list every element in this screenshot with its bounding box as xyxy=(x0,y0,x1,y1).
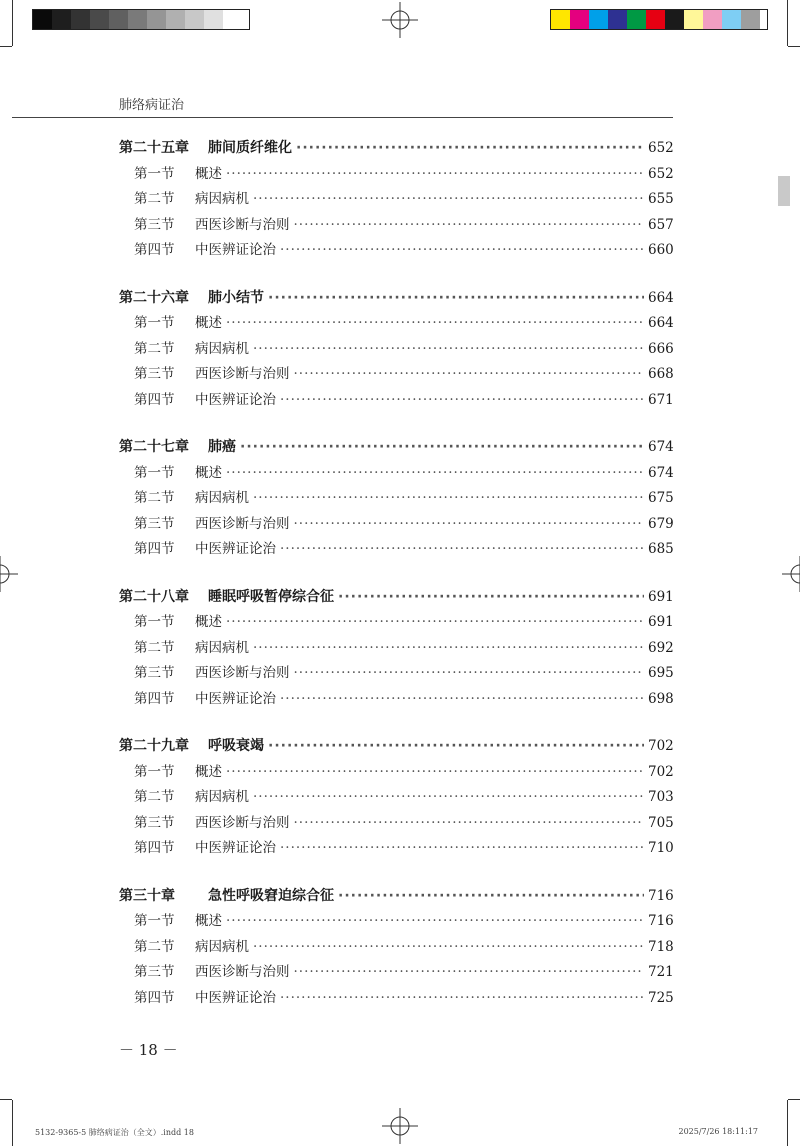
registration-mark-left xyxy=(0,556,18,592)
grayscale-calibration-bar xyxy=(32,9,250,30)
toc-section-entry xyxy=(119,388,672,414)
toc-section-entry-title: 中医辨证论治 xyxy=(195,840,276,856)
calibration-swatch xyxy=(589,10,608,29)
toc-section-entry-number: 第三节 xyxy=(134,216,175,233)
dot-leader xyxy=(338,884,644,910)
toc-section-entry-title: 西医诊断与治则 xyxy=(195,216,290,233)
toc-chapter-block xyxy=(119,435,672,563)
toc-chapter-entry xyxy=(119,286,672,312)
dot-leader xyxy=(253,187,644,213)
toc-section-entry-title: 概述 xyxy=(195,913,222,929)
calibration-swatch xyxy=(551,10,570,29)
toc-section-entry xyxy=(119,213,672,239)
toc-section-entry-page: 698 xyxy=(648,690,674,707)
toc-chapter-entry-page: 691 xyxy=(648,588,674,605)
registration-mark-right xyxy=(782,556,800,592)
toc-section-entry-title: 西医诊断与治则 xyxy=(195,665,290,681)
toc-chapter-entry-number: 第二十五章 xyxy=(119,140,189,156)
crop-mark-bottom-right-h xyxy=(788,1099,800,1100)
calibration-swatch xyxy=(128,10,147,29)
toc-section-entry xyxy=(119,512,672,538)
toc-section-entry-title: 概述 xyxy=(195,614,222,630)
crop-mark-top-left-h xyxy=(0,46,12,47)
toc-section-entry xyxy=(119,661,672,687)
dot-leader xyxy=(294,512,645,538)
toc-section-entry-number: 第一节 xyxy=(134,913,175,929)
toc-chapter-entry-number: 第二十七章 xyxy=(119,439,189,455)
dot-leader xyxy=(294,213,645,239)
dot-leader xyxy=(280,687,644,713)
crop-mark-bottom-right-v xyxy=(787,1100,788,1146)
toc-chapter-entry xyxy=(119,585,672,611)
toc-section-entry xyxy=(119,909,672,935)
calibration-swatch xyxy=(185,10,204,29)
toc-section-entry-title: 中医辨证论治 xyxy=(195,242,276,258)
page-number: － 18 － xyxy=(119,1041,178,1059)
toc-section-entry xyxy=(119,687,672,713)
running-head: 肺络病证治 xyxy=(119,98,185,113)
toc-section-entry-number: 第三节 xyxy=(134,665,175,681)
calibration-swatch xyxy=(722,10,741,29)
toc-section-entry-number: 第一节 xyxy=(134,614,175,630)
crop-mark-top-left-v xyxy=(12,0,13,46)
toc-chapter-entry-page: 664 xyxy=(648,289,674,306)
toc-section-entry-page: 666 xyxy=(648,340,674,357)
toc-section-entry-title: 病因病机 xyxy=(195,789,249,805)
calibration-swatch xyxy=(166,10,185,29)
toc-section-entry-page: 675 xyxy=(648,490,674,506)
toc-chapter-block xyxy=(119,136,672,264)
calibration-swatch xyxy=(608,10,627,29)
toc-chapter-entry xyxy=(119,734,672,760)
calibration-swatch xyxy=(204,10,223,29)
toc-section-entry-page: 655 xyxy=(648,191,674,207)
crop-mark-top-right-v xyxy=(787,0,788,46)
toc-section-entry xyxy=(119,836,672,862)
dot-leader xyxy=(253,486,644,512)
toc-section-entry-number: 第三节 xyxy=(134,366,175,382)
toc-section-entry-number: 第一节 xyxy=(134,165,175,182)
dot-leader xyxy=(280,836,644,862)
dot-leader xyxy=(294,362,645,388)
toc-section-entry xyxy=(119,486,672,512)
toc-section-entry-title: 中医辨证论治 xyxy=(195,690,276,707)
toc-section-entry-title: 病因病机 xyxy=(195,340,249,357)
toc-section-entry-number: 第一节 xyxy=(134,464,175,481)
calibration-swatch xyxy=(665,10,684,29)
registration-mark-bottom xyxy=(382,1108,418,1144)
toc-section-entry-page: 657 xyxy=(648,216,674,233)
toc-section-entry-number: 第三节 xyxy=(134,814,175,831)
calibration-swatch xyxy=(109,10,128,29)
toc-section-entry xyxy=(119,337,672,363)
calibration-swatch xyxy=(570,10,589,29)
toc-chapter-block xyxy=(119,585,672,713)
toc-chapter-entry-page: 702 xyxy=(648,738,674,754)
toc-section-entry xyxy=(119,537,672,563)
toc-section-entry-number: 第四节 xyxy=(134,840,175,856)
toc-section-entry-page: 702 xyxy=(648,763,674,780)
toc-section-entry-page: 692 xyxy=(648,639,674,656)
dot-leader xyxy=(226,909,644,935)
toc-section-entry-number: 第二节 xyxy=(134,789,175,805)
toc-section-entry xyxy=(119,960,672,986)
toc-section-entry-title: 病因病机 xyxy=(195,639,249,656)
calibration-swatch xyxy=(52,10,71,29)
calibration-swatch xyxy=(627,10,646,29)
toc-chapter-entry-page: 716 xyxy=(648,887,674,904)
toc-section-entry-number: 第二节 xyxy=(134,938,175,955)
calibration-swatch xyxy=(646,10,665,29)
calibration-swatch xyxy=(703,10,722,29)
dot-leader xyxy=(253,636,644,662)
dot-leader xyxy=(226,760,644,786)
toc-chapter-entry xyxy=(119,884,672,910)
toc-section-entry-title: 概述 xyxy=(195,165,222,182)
dot-leader xyxy=(268,734,644,760)
toc-section-entry-title: 西医诊断与治则 xyxy=(195,964,290,980)
toc-chapter-entry-number: 第二十九章 xyxy=(119,738,189,754)
toc-section-entry xyxy=(119,311,672,337)
dot-leader xyxy=(294,811,645,837)
calibration-swatch xyxy=(33,10,52,29)
toc-section-entry xyxy=(119,935,672,961)
toc-section-entry-page: 718 xyxy=(648,938,674,955)
calibration-swatch xyxy=(147,10,166,29)
toc-section-entry-page: 679 xyxy=(648,515,674,532)
toc-section-entry-page: 705 xyxy=(648,814,674,831)
toc-section-entry-title: 病因病机 xyxy=(195,490,249,506)
toc-chapter-entry-title: 肺间质纤维化 xyxy=(208,140,292,156)
toc-section-entry-title: 西医诊断与治则 xyxy=(195,366,290,382)
toc-section-entry xyxy=(119,238,672,264)
toc-section-entry xyxy=(119,610,672,636)
toc-section-entry-number: 第四节 xyxy=(134,989,175,1006)
toc-section-entry xyxy=(119,811,672,837)
dot-leader xyxy=(294,960,645,986)
thumb-index-tab xyxy=(778,176,790,206)
toc-section-entry xyxy=(119,636,672,662)
toc-section-entry-page: 721 xyxy=(648,964,674,980)
dot-leader xyxy=(280,238,644,264)
toc-section-entry-page: 668 xyxy=(648,366,674,382)
crop-mark-bottom-left-h xyxy=(0,1099,12,1100)
toc-section-entry-page: 674 xyxy=(648,464,674,481)
calibration-swatch xyxy=(90,10,109,29)
table-of-contents xyxy=(119,136,672,1033)
toc-chapter-block xyxy=(119,884,672,1012)
toc-chapter-entry-number: 第三十章 xyxy=(119,887,175,904)
registration-mark-top xyxy=(382,2,418,38)
print-slug-file: 5132-9365-5 肺络病证治（全文）.indd 18 xyxy=(35,1128,194,1137)
toc-section-entry-page: 652 xyxy=(648,165,674,182)
toc-chapter-entry xyxy=(119,136,672,162)
toc-section-entry-title: 概述 xyxy=(195,763,222,780)
dot-leader xyxy=(240,435,644,461)
toc-chapter-entry-title: 急性呼吸窘迫综合征 xyxy=(208,887,334,904)
dot-leader xyxy=(294,661,645,687)
toc-section-entry-number: 第三节 xyxy=(134,515,175,532)
toc-section-entry-title: 西医诊断与治则 xyxy=(195,814,290,831)
toc-section-entry-number: 第二节 xyxy=(134,639,175,656)
calibration-swatch xyxy=(71,10,90,29)
toc-section-entry-title: 中医辨证论治 xyxy=(195,391,276,408)
toc-section-entry-page: 703 xyxy=(648,789,674,805)
toc-section-entry-title: 概述 xyxy=(195,315,222,331)
toc-section-entry-page: 710 xyxy=(648,840,674,856)
dot-leader xyxy=(253,935,644,961)
toc-section-entry xyxy=(119,785,672,811)
toc-chapter-block xyxy=(119,286,672,414)
toc-section-entry-page: 660 xyxy=(648,242,674,258)
dot-leader xyxy=(296,136,644,162)
dot-leader xyxy=(226,162,644,188)
dot-leader xyxy=(338,585,644,611)
toc-section-entry-page: 664 xyxy=(648,315,674,331)
header-rule xyxy=(12,117,673,118)
calibration-swatch xyxy=(223,10,242,29)
toc-section-entry-number: 第四节 xyxy=(134,391,175,408)
toc-chapter-entry-page: 652 xyxy=(648,140,674,156)
toc-chapter-entry-page: 674 xyxy=(648,439,674,455)
color-calibration-bar xyxy=(550,9,768,30)
toc-section-entry-title: 概述 xyxy=(195,464,222,481)
toc-section-entry-page: 685 xyxy=(648,541,674,557)
toc-section-entry xyxy=(119,362,672,388)
toc-chapter-entry-title: 肺小结节 xyxy=(208,289,264,306)
toc-section-entry-number: 第二节 xyxy=(134,340,175,357)
toc-section-entry-title: 中医辨证论治 xyxy=(195,541,276,557)
toc-section-entry-page: 671 xyxy=(648,391,674,408)
toc-section-entry-title: 西医诊断与治则 xyxy=(195,515,290,532)
toc-section-entry-number: 第四节 xyxy=(134,690,175,707)
toc-chapter-entry-number: 第二十六章 xyxy=(119,289,189,306)
toc-section-entry-page: 716 xyxy=(648,913,674,929)
toc-section-entry xyxy=(119,986,672,1012)
calibration-swatch xyxy=(741,10,760,29)
toc-chapter-entry-title: 呼吸衰竭 xyxy=(208,738,264,754)
dot-leader xyxy=(280,388,644,414)
toc-section-entry-page: 725 xyxy=(648,989,674,1006)
toc-section-entry xyxy=(119,760,672,786)
toc-section-entry-number: 第二节 xyxy=(134,490,175,506)
toc-section-entry-number: 第四节 xyxy=(134,242,175,258)
toc-section-entry-title: 病因病机 xyxy=(195,938,249,955)
toc-section-entry-number: 第二节 xyxy=(134,191,175,207)
toc-chapter-entry xyxy=(119,435,672,461)
toc-section-entry-number: 第三节 xyxy=(134,964,175,980)
crop-mark-bottom-left-v xyxy=(12,1100,13,1146)
toc-section-entry-title: 病因病机 xyxy=(195,191,249,207)
dot-leader xyxy=(226,311,644,337)
toc-section-entry-number: 第一节 xyxy=(134,763,175,780)
toc-section-entry-page: 695 xyxy=(648,665,674,681)
dot-leader xyxy=(226,461,644,487)
toc-section-entry xyxy=(119,461,672,487)
toc-section-entry-number: 第四节 xyxy=(134,541,175,557)
dot-leader xyxy=(280,986,644,1012)
toc-chapter-block xyxy=(119,734,672,862)
dot-leader xyxy=(253,785,644,811)
toc-chapter-entry-title: 肺癌 xyxy=(208,439,236,455)
toc-section-entry-number: 第一节 xyxy=(134,315,175,331)
toc-chapter-entry-title: 睡眠呼吸暂停综合征 xyxy=(208,588,334,605)
dot-leader xyxy=(268,286,644,312)
toc-section-entry-title: 中医辨证论治 xyxy=(195,989,276,1006)
crop-mark-top-right-h xyxy=(788,46,800,47)
print-slug-timestamp: 2025/7/26 18:11:17 xyxy=(678,1127,758,1136)
toc-section-entry xyxy=(119,162,672,188)
dot-leader xyxy=(253,337,644,363)
dot-leader xyxy=(280,537,644,563)
toc-chapter-entry-number: 第二十八章 xyxy=(119,588,189,605)
calibration-swatch xyxy=(684,10,703,29)
dot-leader xyxy=(226,610,644,636)
toc-section-entry xyxy=(119,187,672,213)
toc-section-entry-page: 691 xyxy=(648,614,674,630)
